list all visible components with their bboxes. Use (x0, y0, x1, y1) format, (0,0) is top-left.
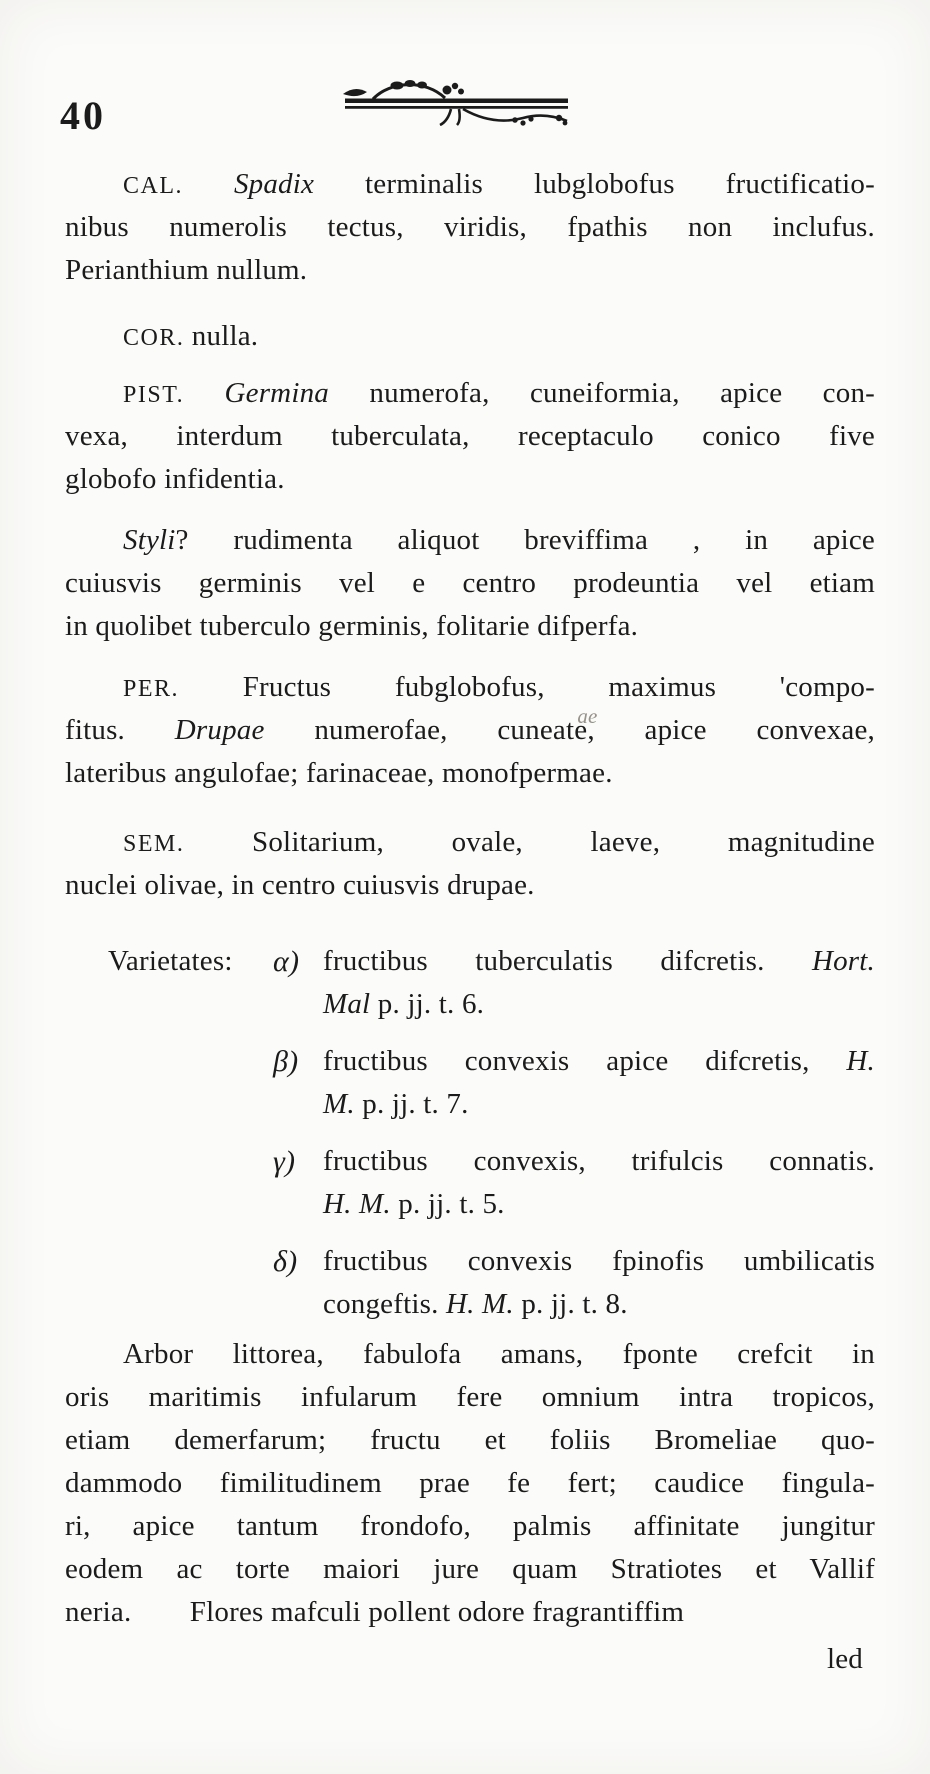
text-run: Spadix (233, 168, 315, 200)
variety-letter: α) (273, 945, 300, 978)
text-run: Drupae (174, 714, 265, 746)
text-line (65, 1419, 875, 1462)
paragraph-styli (65, 519, 875, 648)
text-run: lateribus angulofae; farinaceae, monofpermae. (65, 757, 613, 789)
section-label-per: PER. (123, 676, 180, 702)
text-run: p. jj. t. 6. (370, 988, 485, 1020)
variety-letter: δ) (273, 1245, 298, 1278)
text-line (65, 415, 875, 458)
text-run: fructibus tuberculatis difcretis. (323, 945, 812, 977)
text-line (65, 1548, 875, 1591)
text-run: cuiusvis germinis vel e centro prodeuntia vel etiam (65, 567, 875, 599)
varieties-entries (273, 940, 875, 1326)
text-run: Solitarium, ovale, laeve, magnitudine (184, 826, 875, 858)
text-line (65, 1333, 875, 1376)
paragraph-pist (65, 372, 875, 501)
text-line (65, 605, 875, 648)
text-run: neria. Flores mafculi pollent odore fragrantiffim (65, 1596, 685, 1628)
paragraph-cal (65, 163, 875, 292)
text-run (183, 168, 234, 200)
text-run: p. jj. t. 7. (354, 1088, 469, 1120)
section-label-pist: PIST. (123, 382, 185, 408)
text-run: numerofa, cuneiformia, apice con- (329, 377, 876, 409)
text-line (65, 666, 875, 709)
text-run: vexa, interdum tuberculata, receptaculo conico five (65, 420, 875, 452)
text-run: Arbor littorea, fabulofa amans, fponte crefcit in (123, 1338, 875, 1370)
text-line (323, 1040, 875, 1083)
varieties-label: Varietates: (108, 945, 233, 977)
text-run: p. jj. t. 8. (513, 1288, 628, 1320)
section-label-cor: COR. (123, 325, 185, 351)
text-run: fructibus convexis, trifulcis connatis. (323, 1145, 875, 1177)
variety-letter: β) (273, 1045, 299, 1078)
text-line (323, 1083, 875, 1126)
variety-letter: γ) (273, 1145, 296, 1178)
text-run: terminalis lubglobofus fructificatio- (314, 168, 875, 200)
text-run: dammodo fimilitudinem prae fe fert; caudice fingula- (65, 1467, 875, 1499)
text-run: fitus. (65, 714, 175, 746)
text-run (184, 377, 224, 409)
text-run: fructibus convexis fpinofis umbilicatis (323, 1245, 875, 1277)
text-run: congeftis. (323, 1288, 447, 1320)
text-run: H. (846, 1045, 875, 1077)
text-run: nulla. (184, 320, 259, 352)
text-run: globofo infidentia. (65, 463, 285, 495)
catchword: led (826, 1643, 863, 1675)
text-line (65, 519, 875, 562)
text-line (65, 206, 875, 249)
text-run: ? rudimenta aliquot breviffima , in apice (175, 524, 875, 556)
text-run: nibus numerolis tectus, viridis, fpathis non inclufus. (65, 211, 875, 243)
text-line (65, 1376, 875, 1419)
paragraph-per (65, 666, 875, 795)
text-line (323, 1283, 875, 1326)
text-line (323, 1140, 875, 1183)
text-line (65, 864, 875, 907)
text-run: p. jj. t. 5. (390, 1188, 505, 1220)
text-line (65, 1591, 875, 1634)
headpiece-vignette-icon (335, 78, 570, 126)
text-run: , apice convexae, (587, 714, 875, 746)
text-line (65, 315, 875, 358)
text-run: M. (323, 1088, 355, 1120)
text-line (323, 983, 875, 1026)
text-run: eodem ac torte maiori jure quam Stratiotes et Vallif (65, 1553, 875, 1585)
text-run: nuclei olivae, in centro cuiusvis drupae. (65, 869, 535, 901)
text-line (65, 821, 875, 864)
variety-entry-delta (273, 1240, 875, 1326)
page-number: 40 (60, 93, 106, 138)
text-run: Fructus fubglobofus, maximus 'compo- (179, 671, 875, 703)
section-label-sem: SEM. (123, 831, 185, 857)
text-run: numerofae, cuneate (264, 714, 588, 746)
text-run: fructibus convexis apice difcretis, (323, 1045, 847, 1077)
text-run: Mal (323, 988, 371, 1020)
text-line (65, 458, 875, 501)
text-run: H. M. (323, 1188, 391, 1220)
text-run: ri, apice tantum frondofo, palmis affinitate jungitur (65, 1510, 875, 1542)
text-run: oris maritimis infularum fere omnium intra tropicos, (65, 1381, 875, 1413)
text-line (323, 1183, 875, 1226)
variety-text (323, 1140, 875, 1226)
paragraph-cor (65, 315, 875, 358)
varieties-block (65, 940, 875, 1326)
text-line (323, 940, 875, 983)
variety-entry-beta (273, 1040, 875, 1126)
text-line (65, 1462, 875, 1505)
text-line (65, 1505, 875, 1548)
paragraph-sem (65, 821, 875, 907)
text-run: Perianthium nullum. (65, 254, 308, 286)
text-run: in quolibet tuberculo germinis, folitarie difperfa. (65, 610, 639, 642)
paragraph-arbor (65, 1333, 875, 1634)
section-label-cal: CAL. (123, 173, 183, 199)
text-run: etiam demerfarum; fructu et foliis Bromeliae quo- (65, 1424, 875, 1456)
variety-text (323, 1240, 875, 1326)
text-line (65, 249, 875, 292)
variety-entry-alpha (273, 940, 875, 1026)
text-line (65, 163, 875, 206)
text-line (65, 562, 875, 605)
text-line (323, 1240, 875, 1283)
variety-text (323, 1040, 875, 1126)
variety-entry-gamma (273, 1140, 875, 1226)
text-run: Styli (123, 524, 176, 556)
text-line: fitus. Drupae numerofae, cuneateae, apice convexae, (65, 704, 875, 746)
text-run: Hort. (811, 945, 875, 977)
text-run: H. M. (446, 1288, 514, 1320)
text-line (65, 752, 875, 795)
text-run: Germina (224, 377, 329, 409)
variety-text (323, 940, 875, 1026)
page-content (65, 163, 875, 1681)
text-line (65, 372, 875, 415)
